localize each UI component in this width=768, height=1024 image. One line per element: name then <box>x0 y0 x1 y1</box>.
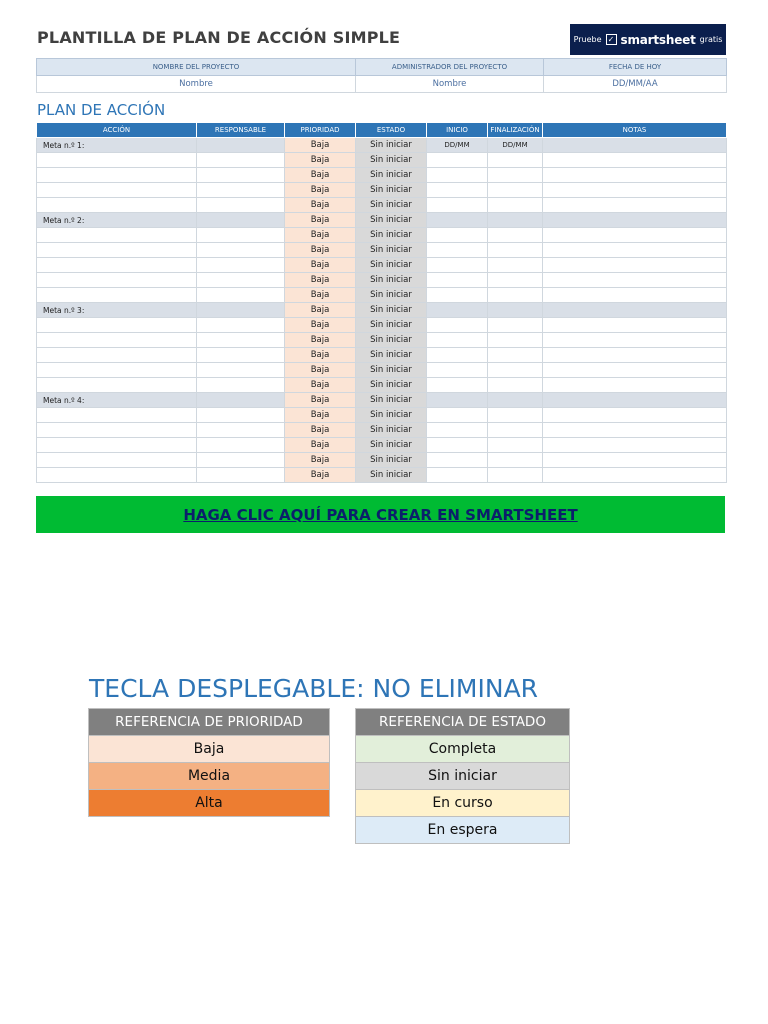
notes-cell[interactable] <box>543 213 727 228</box>
status-cell[interactable]: Sin iniciar <box>356 378 427 393</box>
action-cell[interactable] <box>37 378 197 393</box>
responsible-cell[interactable] <box>197 393 285 408</box>
priority-cell[interactable]: Baja <box>285 348 356 363</box>
table-row <box>37 363 727 378</box>
action-cell[interactable] <box>37 273 197 288</box>
action-cell[interactable] <box>37 453 197 468</box>
responsible-header: RESPONSABLE <box>197 123 285 138</box>
start-cell[interactable] <box>427 303 488 318</box>
promo-post-text: gratis <box>699 35 723 44</box>
status-option-1: Sin iniciar <box>356 763 570 790</box>
start-header: INICIO <box>427 123 488 138</box>
action-cell[interactable] <box>37 333 197 348</box>
project-name-header: NOMBRE DEL PROYECTO <box>37 59 356 76</box>
start-cell[interactable]: DD/MM <box>427 138 488 153</box>
status-cell[interactable]: Sin iniciar <box>356 318 427 333</box>
notes-cell[interactable] <box>543 288 727 303</box>
responsible-cell[interactable] <box>197 258 285 273</box>
action-cell[interactable] <box>37 348 197 363</box>
responsible-cell[interactable] <box>197 318 285 333</box>
status-cell[interactable]: Sin iniciar <box>356 168 427 183</box>
action-plan-title: PLAN DE ACCIÓN <box>37 101 166 119</box>
action-cell[interactable] <box>37 438 197 453</box>
start-cell[interactable] <box>427 228 488 243</box>
list-item <box>356 736 570 763</box>
action-cell[interactable] <box>37 258 197 273</box>
start-cell[interactable] <box>427 183 488 198</box>
list-item <box>89 790 330 817</box>
status-header: ESTADO <box>356 123 427 138</box>
responsible-cell[interactable] <box>197 438 285 453</box>
notes-cell[interactable] <box>543 468 727 483</box>
project-manager-header: ADMINISTRADOR DEL PROYECTO <box>356 59 544 76</box>
promo-brand-text: smartsheet <box>620 32 696 47</box>
start-cell[interactable] <box>427 453 488 468</box>
status-cell[interactable]: Sin iniciar <box>356 348 427 363</box>
notes-cell[interactable] <box>543 423 727 438</box>
responsible-cell[interactable] <box>197 153 285 168</box>
table-row <box>37 303 727 318</box>
status-cell[interactable]: Sin iniciar <box>356 468 427 483</box>
notes-cell[interactable] <box>543 228 727 243</box>
start-cell[interactable] <box>427 363 488 378</box>
promo-pre-text: Pruebe <box>573 35 602 44</box>
start-cell[interactable] <box>427 273 488 288</box>
notes-cell[interactable] <box>543 453 727 468</box>
responsible-cell[interactable] <box>197 303 285 318</box>
check-icon: ✓ <box>606 34 617 45</box>
priority-cell[interactable]: Baja <box>285 138 356 153</box>
priority-cell[interactable]: Baja <box>285 378 356 393</box>
start-cell[interactable] <box>427 408 488 423</box>
action-plan-table <box>36 122 727 483</box>
table-row <box>37 393 727 408</box>
action-cell[interactable] <box>37 198 197 213</box>
table-row <box>37 243 727 258</box>
start-cell[interactable] <box>427 423 488 438</box>
status-cell[interactable]: Sin iniciar <box>356 213 427 228</box>
end-cell[interactable] <box>488 303 543 318</box>
table-row <box>37 438 727 453</box>
status-cell[interactable]: Sin iniciar <box>356 183 427 198</box>
table-row <box>37 273 727 288</box>
action-header: ACCIÓN <box>37 123 197 138</box>
notes-cell[interactable] <box>543 258 727 273</box>
priority-option-0: Baja <box>89 736 330 763</box>
table-row <box>37 378 727 393</box>
priority-cell[interactable]: Baja <box>285 333 356 348</box>
action-cell[interactable] <box>37 228 197 243</box>
status-cell[interactable]: Sin iniciar <box>356 438 427 453</box>
responsible-cell[interactable] <box>197 408 285 423</box>
priority-option-1: Media <box>89 763 330 790</box>
end-cell[interactable] <box>488 408 543 423</box>
action-cell[interactable] <box>37 423 197 438</box>
notes-cell[interactable] <box>543 408 727 423</box>
action-cell[interactable] <box>37 153 197 168</box>
notes-cell[interactable] <box>543 378 727 393</box>
priority-cell[interactable]: Baja <box>285 438 356 453</box>
start-cell[interactable] <box>427 378 488 393</box>
table-row <box>37 213 727 228</box>
create-in-smartsheet-link[interactable]: HAGA CLIC AQUÍ PARA CREAR EN SMARTSHEET <box>183 505 578 524</box>
start-cell[interactable] <box>427 468 488 483</box>
action-cell[interactable] <box>37 183 197 198</box>
end-cell[interactable] <box>488 318 543 333</box>
project-info-table <box>36 58 727 93</box>
table-row <box>37 348 727 363</box>
table-row <box>37 423 727 438</box>
status-cell[interactable]: Sin iniciar <box>356 273 427 288</box>
notes-cell[interactable] <box>543 183 727 198</box>
table-row <box>37 168 727 183</box>
responsible-cell[interactable] <box>197 273 285 288</box>
end-cell[interactable] <box>488 423 543 438</box>
today-date-cell[interactable]: DD/MM/AA <box>544 76 727 93</box>
priority-reference-table <box>88 708 330 817</box>
responsible-cell[interactable] <box>197 138 285 153</box>
table-row <box>37 468 727 483</box>
responsible-cell[interactable] <box>197 348 285 363</box>
responsible-cell[interactable] <box>197 363 285 378</box>
notes-cell[interactable] <box>543 303 727 318</box>
table-row <box>37 183 727 198</box>
notes-cell[interactable] <box>543 168 727 183</box>
status-cell[interactable]: Sin iniciar <box>356 138 427 153</box>
priority-cell[interactable]: Baja <box>285 228 356 243</box>
responsible-cell[interactable] <box>197 213 285 228</box>
priority-cell[interactable]: Baja <box>285 453 356 468</box>
status-cell[interactable]: Sin iniciar <box>356 228 427 243</box>
start-cell[interactable] <box>427 288 488 303</box>
notes-cell[interactable] <box>543 318 727 333</box>
list-item <box>356 790 570 817</box>
priority-cell[interactable]: Baja <box>285 198 356 213</box>
responsible-cell[interactable] <box>197 243 285 258</box>
action-cell[interactable] <box>37 243 197 258</box>
notes-cell[interactable] <box>543 393 727 408</box>
status-cell[interactable]: Sin iniciar <box>356 243 427 258</box>
table-row <box>37 288 727 303</box>
status-option-0: Completa <box>356 736 570 763</box>
status-cell[interactable]: Sin iniciar <box>356 408 427 423</box>
end-cell[interactable] <box>488 453 543 468</box>
action-cell[interactable]: Meta n.º 2: <box>37 213 197 228</box>
page-title: PLANTILLA DE PLAN DE ACCIÓN SIMPLE <box>37 28 401 47</box>
responsible-cell[interactable] <box>197 453 285 468</box>
table-row <box>37 333 727 348</box>
end-header: FINALIZACIÓN <box>488 123 543 138</box>
end-cell[interactable] <box>488 468 543 483</box>
start-cell[interactable] <box>427 168 488 183</box>
priority-cell[interactable]: Baja <box>285 363 356 378</box>
table-row <box>37 318 727 333</box>
list-item <box>89 763 330 790</box>
status-reference-table <box>355 708 570 844</box>
table-row <box>37 138 727 153</box>
end-cell[interactable] <box>488 243 543 258</box>
responsible-cell[interactable] <box>197 333 285 348</box>
status-option-3: En espera <box>356 817 570 844</box>
today-date-header: FECHA DE HOY <box>544 59 727 76</box>
priority-cell[interactable]: Baja <box>285 423 356 438</box>
notes-cell[interactable] <box>543 153 727 168</box>
responsible-cell[interactable] <box>197 288 285 303</box>
priority-cell[interactable]: Baja <box>285 408 356 423</box>
end-cell[interactable] <box>488 378 543 393</box>
status-cell[interactable]: Sin iniciar <box>356 288 427 303</box>
table-row <box>37 258 727 273</box>
responsible-cell[interactable] <box>197 198 285 213</box>
action-plan-body <box>37 138 727 483</box>
priority-header: PRIORIDAD <box>285 123 356 138</box>
priority-cell[interactable]: Baja <box>285 318 356 333</box>
priority-cell[interactable]: Baja <box>285 183 356 198</box>
table-row <box>37 198 727 213</box>
priority-cell[interactable]: Baja <box>285 213 356 228</box>
end-cell[interactable]: DD/MM <box>488 138 543 153</box>
end-cell[interactable] <box>488 273 543 288</box>
priority-cell[interactable]: Baja <box>285 168 356 183</box>
start-cell[interactable] <box>427 393 488 408</box>
notes-cell[interactable] <box>543 438 727 453</box>
start-cell[interactable] <box>427 243 488 258</box>
list-item <box>356 763 570 790</box>
notes-cell[interactable] <box>543 198 727 213</box>
start-cell[interactable] <box>427 153 488 168</box>
start-cell[interactable] <box>427 198 488 213</box>
end-cell[interactable] <box>488 438 543 453</box>
action-cell[interactable]: Meta n.º 4: <box>37 393 197 408</box>
priority-cell[interactable]: Baja <box>285 468 356 483</box>
notes-header: NOTAS <box>543 123 727 138</box>
notes-cell[interactable] <box>543 243 727 258</box>
priority-reference-header: REFERENCIA DE PRIORIDAD <box>89 709 330 736</box>
end-cell[interactable] <box>488 198 543 213</box>
project-name-cell[interactable]: Nombre <box>37 76 356 93</box>
start-cell[interactable] <box>427 258 488 273</box>
responsible-cell[interactable] <box>197 183 285 198</box>
project-manager-cell[interactable]: Nombre <box>356 76 544 93</box>
notes-cell[interactable] <box>543 333 727 348</box>
list-item <box>89 736 330 763</box>
action-cell[interactable]: Meta n.º 1: <box>37 138 197 153</box>
action-cell[interactable] <box>37 363 197 378</box>
table-row <box>37 453 727 468</box>
responsible-cell[interactable] <box>197 228 285 243</box>
status-cell[interactable]: Sin iniciar <box>356 153 427 168</box>
notes-cell[interactable] <box>543 348 727 363</box>
start-cell[interactable] <box>427 333 488 348</box>
dropdown-key-title: TECLA DESPLEGABLE: NO ELIMINAR <box>89 674 539 703</box>
action-cell[interactable] <box>37 468 197 483</box>
status-cell[interactable]: Sin iniciar <box>356 303 427 318</box>
table-row <box>37 153 727 168</box>
responsible-cell[interactable] <box>197 168 285 183</box>
start-cell[interactable] <box>427 348 488 363</box>
priority-option-2: Alta <box>89 790 330 817</box>
priority-cell[interactable]: Baja <box>285 258 356 273</box>
end-cell[interactable] <box>488 213 543 228</box>
status-reference-header: REFERENCIA DE ESTADO <box>356 709 570 736</box>
action-cell[interactable] <box>37 408 197 423</box>
end-cell[interactable] <box>488 348 543 363</box>
status-cell[interactable]: Sin iniciar <box>356 393 427 408</box>
action-cell[interactable] <box>37 288 197 303</box>
action-cell[interactable] <box>37 318 197 333</box>
responsible-cell[interactable] <box>197 378 285 393</box>
status-cell[interactable]: Sin iniciar <box>356 258 427 273</box>
start-cell[interactable] <box>427 438 488 453</box>
end-cell[interactable] <box>488 393 543 408</box>
end-cell[interactable] <box>488 228 543 243</box>
end-cell[interactable] <box>488 333 543 348</box>
priority-cell[interactable]: Baja <box>285 303 356 318</box>
notes-cell[interactable] <box>543 138 727 153</box>
cta-banner <box>36 496 725 533</box>
end-cell[interactable] <box>488 183 543 198</box>
end-cell[interactable] <box>488 168 543 183</box>
end-cell[interactable] <box>488 258 543 273</box>
action-cell[interactable]: Meta n.º 3: <box>37 303 197 318</box>
priority-cell[interactable]: Baja <box>285 288 356 303</box>
responsible-cell[interactable] <box>197 423 285 438</box>
table-row <box>37 408 727 423</box>
action-cell[interactable] <box>37 168 197 183</box>
end-cell[interactable] <box>488 153 543 168</box>
end-cell[interactable] <box>488 363 543 378</box>
list-item <box>356 817 570 844</box>
status-cell[interactable]: Sin iniciar <box>356 423 427 438</box>
status-cell[interactable]: Sin iniciar <box>356 333 427 348</box>
smartsheet-promo-button[interactable] <box>570 24 726 55</box>
table-row <box>37 228 727 243</box>
notes-cell[interactable] <box>543 363 727 378</box>
priority-cell[interactable]: Baja <box>285 243 356 258</box>
status-cell[interactable]: Sin iniciar <box>356 363 427 378</box>
responsible-cell[interactable] <box>197 468 285 483</box>
status-cell[interactable]: Sin iniciar <box>356 453 427 468</box>
notes-cell[interactable] <box>543 273 727 288</box>
priority-cell[interactable]: Baja <box>285 273 356 288</box>
start-cell[interactable] <box>427 318 488 333</box>
priority-cell[interactable]: Baja <box>285 153 356 168</box>
status-cell[interactable]: Sin iniciar <box>356 198 427 213</box>
end-cell[interactable] <box>488 288 543 303</box>
priority-cell[interactable]: Baja <box>285 393 356 408</box>
start-cell[interactable] <box>427 213 488 228</box>
status-option-2: En curso <box>356 790 570 817</box>
